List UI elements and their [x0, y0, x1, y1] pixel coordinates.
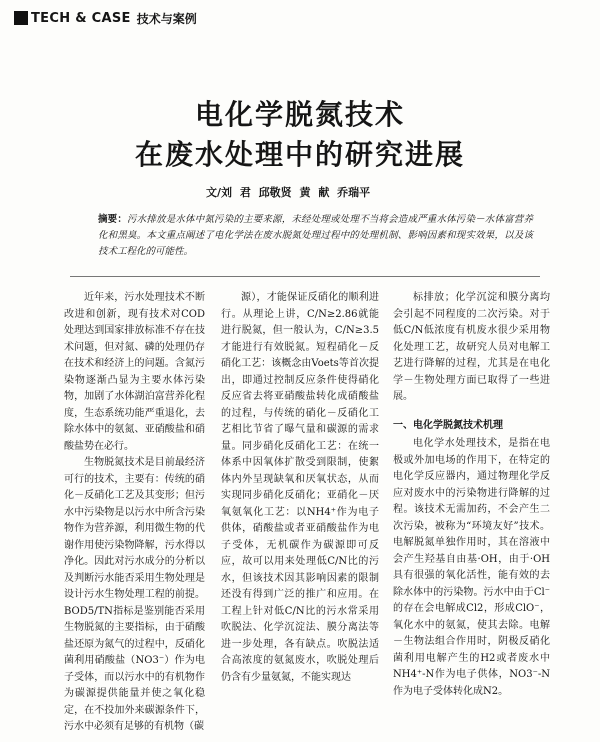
body-column-1 — [64, 290, 205, 742]
article-authors: 文/刘 君 邱敬贤 黄 献 乔瑞平 — [206, 186, 371, 199]
column-tag — [14, 8, 197, 28]
column-tag-chinese: 技术与案例 — [136, 11, 197, 26]
section-heading: 一、电化学脱氮技术机理 — [393, 419, 503, 431]
body-paragraph: 近年来，污水处理技术不断改进和创新，现有技术对COD处理达到国家排放标准不存在技术问题，但对氮、磷的处理仍存在技术和经济上的问题。含氮污染物逐渐凸显为主要水体污染物，加剧了水体湖泊富营养化程度，生态系统功能严重退化，去除水体中的氨氮、亚硝酸盐和硝酸盐势在必行。 — [64, 292, 205, 452]
body-column-2 — [221, 290, 379, 742]
body-paragraph: 电化学水处理技术，是指在电极或外加电场的作用下，在特定的电化学反应器内，通过物理化学反应对废水中的污染物进行降解的过程。该技术无需加药，不会产生二次污染，被称为“环境友好”技术。电解脱氮单独作用时，其在溶液中会产生羟基自由基·OH，由于·OH具有很强的氧化活性，能有效的去除水体中的污染物。污水中由于Cl⁻的存在会电解成Cl2，形成ClO⁻，氧化水中的氨氮，使其去除。电解－生物法组合作用时，阴极反硝化菌利用电解产生的H2或者废水中NH4⁺-N作为电子供体，NO3⁻-N作为电子受体转化成N2。 — [393, 438, 550, 697]
article-title-line-1: 电化学脱氮技术 — [194, 98, 405, 131]
column-tag-english: TECH & CASE — [31, 10, 131, 26]
body-paragraph: 标排放；化学沉淀和膜分离均会引起不同程度的二次污染。对于低C/N低浓度有机废水很少采用物化处理工艺，故研究人员对电解工艺进行降解的过程，尤其是在电化学－生物处理方面已取得了一些进展。 — [393, 292, 550, 402]
abstract-text: 污水排放是水体中氮污染的主要来源，未经处理或处理不当将会造成严重水体污染－水体富营养化和黑臭。本文重点阐述了电化学法在废水脱氮处理过程中的处理机制、影响因素和现实效果，以及该技术工程化的可能性。 — [98, 214, 533, 257]
abstract-divider — [70, 276, 540, 277]
body-column-3 — [393, 290, 550, 742]
abstract — [98, 212, 533, 260]
column-tag-square-icon — [14, 11, 28, 25]
body-paragraph: 生物脱氮技术是目前最经济可行的技术，主要有：传统的硝化－反硝化工艺及其变形；但污水中污染物是以污水中所含污染物作为营养源，利用微生物的代谢作用使污染物降解，污水得以净化。因此对污水成分的分析以及判断污水能否采用生物处理是设计污水生物处理工程的前提。BOD5/TN指标是鉴别能否采用生物脱氮的主要指标，由于硝酸盐还原为氮气的过程中，反硝化菌利用硝酸盐（NO3⁻）作为电子受体，而以污水中的有机物作为碳源提供能量并使之氧化稳定，在不投加外来碳源条件下，污水中必须有足够的有机物（碳 — [64, 457, 205, 732]
article-title-line-2: 在废水处理中的研究进展 — [134, 138, 465, 171]
abstract-label: 摘要： — [98, 214, 128, 225]
body-paragraph: 源），才能保证反硝化的顺利进行。从理论上讲，C/N≥2.86就能进行脱氮，但一般认为，C/N≥3.5才能进行有效脱氮。短程硝化－反硝化工艺：该概念由Voets等首次提出，即通过控制反应条件使得硝化反应省去将亚硝酸盐转化成硝酸盐的过程，与传统的硝化－反硝化工艺相比节省了曝气量和碳源的需求量。同步硝化反硝化工艺：在统一体系中因氧体扩散受到限制，使絮体内外呈现缺氧和厌氧状态，从而实现同步硝化反硝化；亚硝化－厌氧氨氧化工艺：以NH4⁺作为电子供体，硝酸盐或者亚硝酸盐作为电子受体，无机碳作为碳源即可反应，故可以用来处理低C/N比的污水，但该技术因其影响因素的限制还没有得到广泛的推广和应用。在工程上针对低C/N比的污水常采用吹脱法、化学沉淀法、膜分离法等进一步处理，各有缺点。吹脱法适合高浓度的氨氮废水，吹脱处理后仍含有少量氨氮，不能实现达 — [221, 292, 379, 683]
